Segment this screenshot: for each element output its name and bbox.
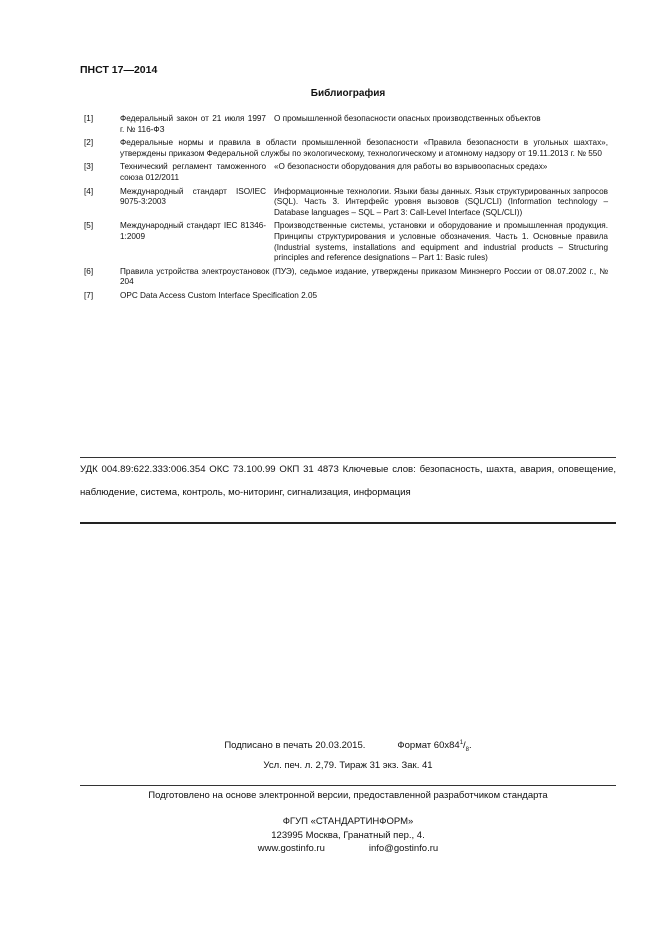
signed-date: Подписано в печать 20.03.2015.	[224, 740, 366, 752]
keywords-text: УДК 004.89:622.333:006.354 ОКС 73.100.99 ОКП 31 4873 Ключевые слов: безопасность, шахта, авария, оповещение, наблюдение, система, контроль, мо-ниторинг, сигнализация, информация	[80, 464, 616, 498]
entry-document: Международный стандарт ISO/IEC 9075-3:2003	[120, 186, 266, 207]
entry-description: «О безопасности оборудования для работы во взрывоопасных средах»	[274, 162, 548, 172]
entry-description: О промышленной безопасности опасных производственных объектов	[274, 114, 541, 123]
publisher-address: 123995 Москва, Гранатный пер., 4.	[271, 829, 425, 841]
bibliography-entry-2	[84, 138, 608, 159]
bibliography-entry-5	[84, 221, 608, 263]
entry-document: Технический регламент таможенного союза 012/2011	[120, 162, 266, 182]
entry-description: Информационные технологии. Языки базы данных. Язык структурированных запросов (SQL). Часть 3. Интерфейс уровня вызовов (SQL/CLI) (Information technology – Database languages – SQL – Part 3: Call-Level Interface (SQL/CLI))	[274, 186, 608, 217]
entry-number: [2]	[84, 138, 94, 148]
imprint-block	[80, 736, 616, 856]
entry-text: Правила устройства электроустановок (ПУЭ), седьмое издание, утверждены приказом Минэнерго России от 08.07.2002 г., № 204	[120, 266, 608, 287]
udc-keywords-block	[80, 457, 616, 524]
entry-number: [3]	[84, 162, 94, 172]
entry-document: Международный стандарт IEC 81346-1:2009	[120, 221, 266, 241]
bibliography-entry-6	[84, 267, 608, 288]
entry-text: Федеральные нормы и правила в области промышленной безопасности «Правила безопасности в угольных шахтах», утверждены приказом Федеральной службы по экологическому, технологическому и атомному надзору от 19.11.2013 г. № 550	[120, 138, 608, 158]
publisher-name: ФГУП «СТАНДАРТИНФОРМ»	[282, 816, 414, 828]
bibliography-entry-7	[84, 291, 608, 302]
bibliography-entry-1	[84, 114, 608, 135]
entry-text: OPC Data Access Custom Interface Specification 2.05	[120, 290, 318, 300]
entry-number: [7]	[84, 290, 94, 300]
entry-number: [4]	[84, 186, 94, 196]
website-link[interactable]: www.gostinfo.ru	[257, 843, 325, 855]
standard-code: ПНСТ 17—2014	[80, 64, 158, 76]
publisher-contacts	[80, 842, 616, 856]
entry-number: [6]	[84, 266, 94, 276]
print-sheets: Усл. печ. л. 2,79. Тираж 31 экз. Зак. 41	[263, 760, 433, 772]
bibliography-title: Библиография	[310, 88, 386, 99]
entry-number: [5]	[84, 221, 94, 231]
imprint-signed-row	[80, 736, 616, 758]
entry-number: [1]	[84, 114, 94, 123]
email-link[interactable]: info@gostinfo.ru	[368, 843, 439, 855]
prepared-note: Подготовлено на основе электронной версии, предоставленной разработчиком стандарта	[80, 785, 616, 803]
entry-description: Производственные системы, установки и оборудование и промышленная продукция. Принципы структурирования и условные обозначения. Часть 1. Основные правила (Industrial systems, installations and equipment and industrial products – Structuring principles and reference designations – Part 1: Basic rules)	[274, 221, 608, 263]
bibliography-entry-4	[84, 187, 608, 219]
entry-document: Федеральный закон от 21 июля 1997 г. № 116-ФЗ	[120, 114, 266, 134]
bibliography-entry-3	[84, 162, 608, 183]
publisher-block	[80, 815, 616, 856]
bibliography-list	[84, 114, 608, 305]
paper-format: Формат $60х84^1/_8$.	[397, 740, 472, 754]
